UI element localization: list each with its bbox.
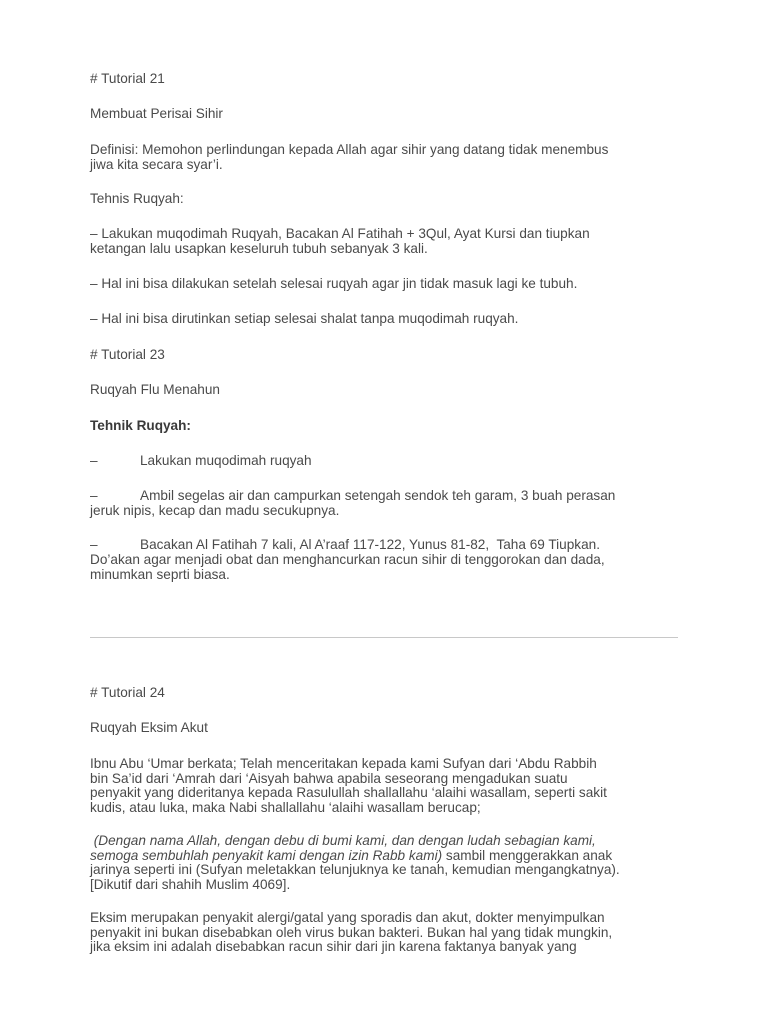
- tutorial-23-step-2: [90, 489, 690, 504]
- tutorial-24-paragraph-1: Ibnu Abu ‘Umar berkata; Telah menceritakan kepada kami Sufyan dari ‘Abdu Rabbih bin Sa’id dari ‘Amrah dari ‘Aisyah bahwa apabila seseorang mengadukan suatu penyakit yang dideritanya kepada Rasulullah shallallahu ‘alaihi wasallam, seperti sakit kudis, atau luka, maka Nabi shallallahu ‘alaihi wasallam berucap;: [90, 756, 607, 815]
- tutorial-24-paragraph-3: Eksim merupakan penyakit alergi/gatal yang sporadis dan akut, dokter menyimpulkan penyakit ini bukan disebabkan oleh virus bukan bakteri. Bukan hal yang tidak mungkin, jika eksim ini adalah disebabkan racun sihir dari jin karena faktanya banyak yang: [90, 910, 613, 955]
- tutorial-21-definition: Definisi: Memohon perlindungan kepada Allah agar sihir yang datang tidak menembus jiwa kita secara syar’i.: [90, 142, 609, 172]
- tutorial-21-step-2: – Hal ini bisa dilakukan setelah selesai ruqyah agar jin tidak masuk lagi ke tubuh.: [90, 276, 578, 291]
- tutorial-23-step-1: [90, 454, 690, 469]
- tutorial-21-title: Membuat Perisai Sihir: [90, 106, 223, 121]
- tutorial-24-heading: # Tutorial 24: [90, 685, 165, 700]
- step-text: Bacakan Al Fatihah 7 kali, Al A’raaf 117-122, Yunus 81-82, Taha 69 Tiupkan.: [140, 537, 600, 552]
- tutorial-23-title: Ruqyah Flu Menahun: [90, 382, 220, 397]
- tutorial-21-step-1: – Lakukan muqodimah Ruqyah, Bacakan Al Fatihah + 3Qul, Ayat Kursi dan tiupkan ketangan lalu usapkan keseluruh tubuh sebanyak 3 kali.: [90, 226, 590, 256]
- tutorial-21-step-3: – Hal ini bisa dirutinkan setiap selesai shalat tanpa muqodimah ruqyah.: [90, 311, 519, 326]
- tutorial-23-heading: # Tutorial 23: [90, 347, 165, 362]
- step-text: Ambil segelas air dan campurkan setengah sendok teh garam, 3 buah perasan: [140, 488, 616, 503]
- dash-marker: –: [90, 537, 98, 552]
- hadith-quote: (Dengan nama Allah, dengan debu di bumi kami, dan dengan ludah sebagian kami, semoga sembuhlah penyakit kami dengan izin Rabb kami): [90, 833, 596, 863]
- dash-marker: –: [90, 488, 98, 503]
- tutorial-23-step-3: [90, 538, 690, 553]
- dash-marker: –: [90, 453, 98, 468]
- horizontal-divider: [90, 637, 678, 638]
- tutorial-23-step-3-continued: Do’akan agar menjadi obat dan menghancurkan racun sihir di tenggorokan dan dada, minumkan seprti biasa.: [90, 552, 605, 582]
- tutorial-21-heading: # Tutorial 21: [90, 71, 165, 86]
- tutorial-21-technique-label: Tehnis Ruqyah:: [90, 191, 184, 206]
- hadith-quote-continuation: sambil menggerakkan anak jarinya seperti ini (Sufyan meletakkan telunjuknya ke tanah, kemudian mengangkatnya). [Dikutif dari shahih Muslim 4069].: [90, 847, 620, 892]
- tutorial-24-title: Ruqyah Eksim Akut: [90, 720, 208, 735]
- tutorial-24-quote-paragraph: [90, 834, 690, 892]
- tutorial-23-step-2-continued: jeruk nipis, kecap dan madu secukupnya.: [90, 503, 340, 518]
- step-text: Lakukan muqodimah ruqyah: [140, 453, 312, 468]
- tutorial-23-technique-label: Tehnik Ruqyah:: [90, 418, 191, 433]
